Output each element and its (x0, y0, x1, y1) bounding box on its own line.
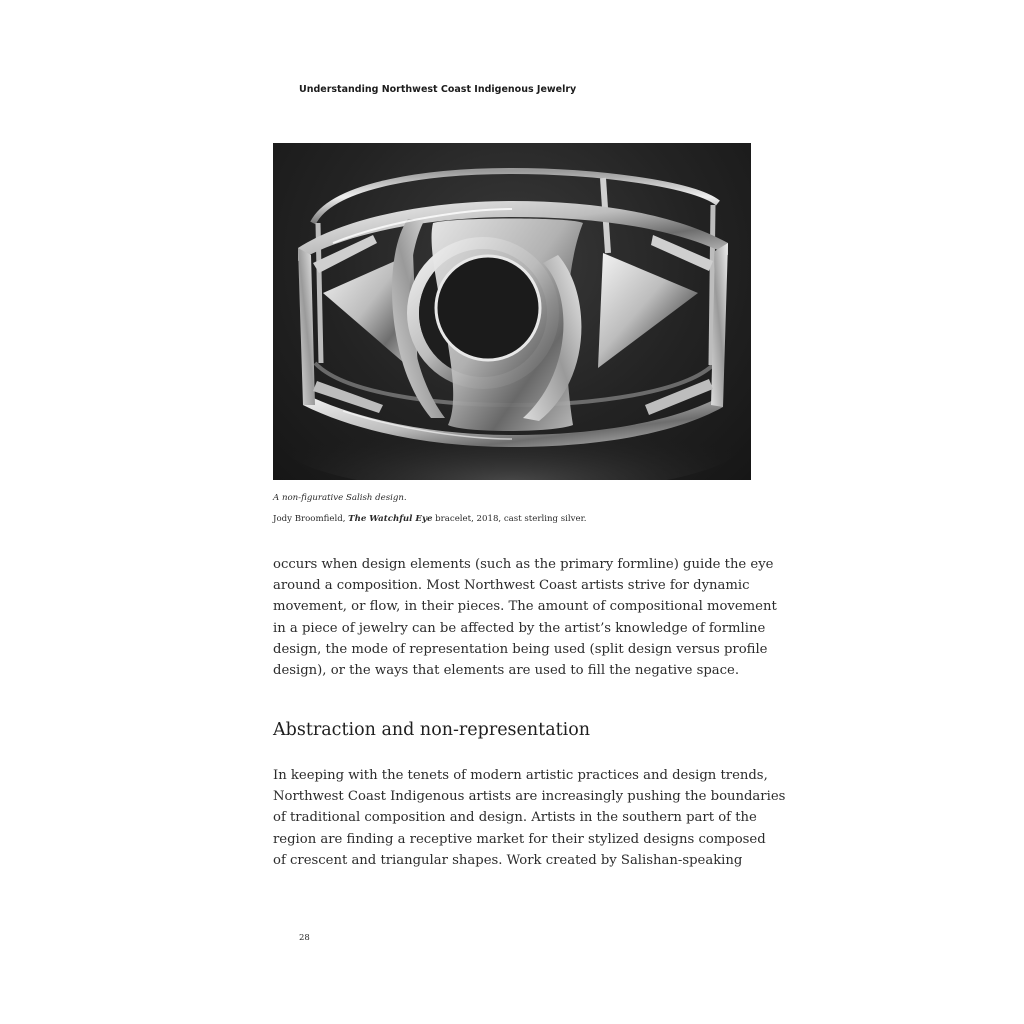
figure-caption: A non-figurative Salish design. (273, 493, 407, 503)
text-line: Northwest Coast Indigenous artists are increasingly pushing the boundaries (273, 789, 786, 805)
text-line: around a composition. Most Northwest Coast artists strive for dynamic (273, 578, 750, 594)
section-heading: Abstraction and non-representation (273, 720, 591, 740)
text-line: design, the mode of representation being used (split design versus profile (273, 641, 768, 657)
credit-title: The Watchful Eye (348, 514, 433, 524)
text-line: movement, or flow, in their pieces. The amount of compositional movement (273, 599, 777, 615)
running-head: Understanding Northwest Coast Indigenous Jewelry (299, 84, 577, 95)
text-line: occurs when design elements (such as the primary formline) guide the eye (273, 557, 774, 572)
bracelet-illustration (273, 143, 751, 480)
figure-credit (273, 514, 586, 524)
text-line: region are finding a receptive market for their stylized designs composed (273, 831, 766, 847)
bracelet-photo (273, 143, 751, 480)
body-paragraph-2 (273, 765, 786, 871)
text-line: In keeping with the tenets of modern artistic practices and design trends, (273, 768, 768, 783)
page-number: 28 (299, 933, 310, 943)
credit-rest: bracelet, 2018, cast sterling silver. (432, 514, 587, 524)
text-line: of crescent and triangular shapes. Work created by Salishan-speaking (273, 852, 743, 868)
credit-artist: Jody Broomfield, (273, 514, 349, 524)
body-paragraph-1 (273, 554, 777, 681)
text-line: of traditional composition and design. Artists in the southern part of the (273, 810, 757, 826)
text-line: design), or the ways that elements are used to fill the negative space. (273, 663, 740, 679)
text-line: in a piece of jewelry can be affected by the artist’s knowledge of formline (273, 620, 766, 636)
